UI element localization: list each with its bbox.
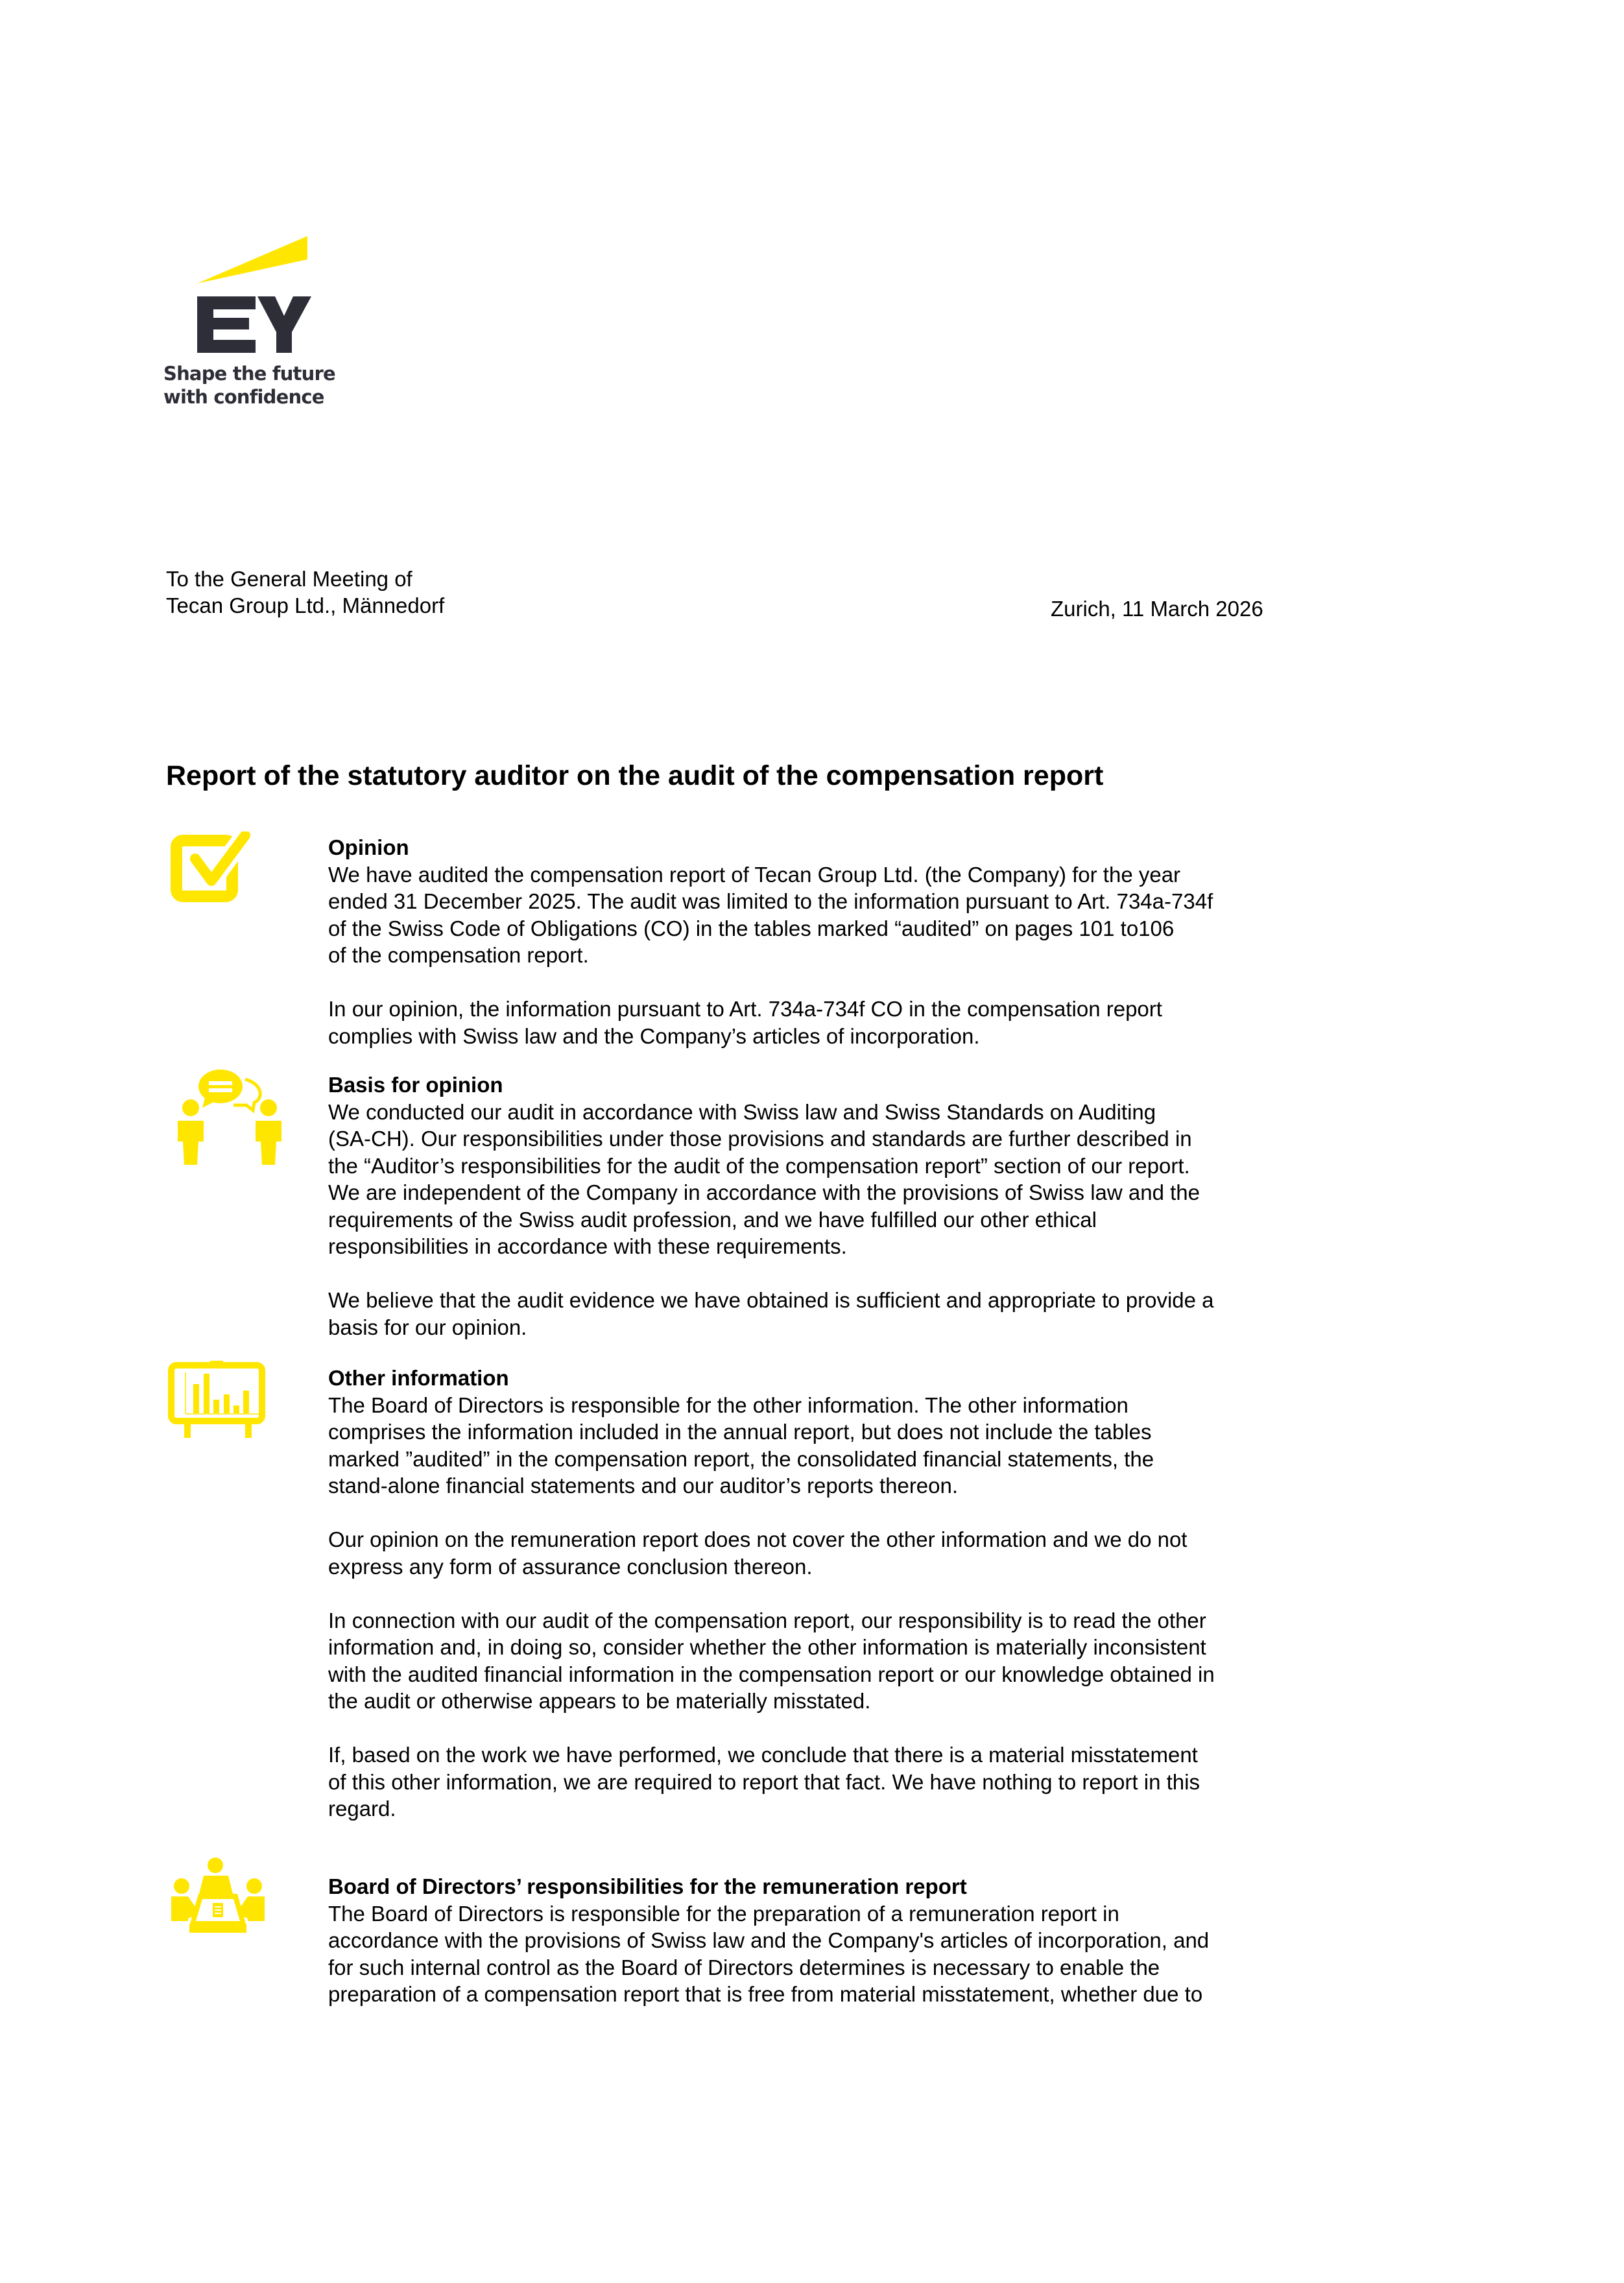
text-line: preparation of a compensation report that is free from material misstatement, whether due to: [328, 1982, 1203, 2006]
text-line: comprises the information included in the annual report, but does not include the tables: [328, 1420, 1152, 1444]
addressee-line: To the General Meeting of: [166, 567, 412, 591]
paragraph: [328, 1287, 1314, 1341]
section-heading: Other information: [328, 1366, 509, 1390]
text-line: of the Swiss Code of Obligations (CO) in the tables marked “audited” on pages 101 to106: [328, 916, 1175, 940]
paragraph: [328, 1607, 1314, 1715]
tagline-line: with confidence: [163, 386, 324, 408]
section-heading: Basis for opinion: [328, 1073, 503, 1097]
text-line: The Board of Directors is responsible for the other information. The other information: [328, 1393, 1128, 1417]
text-line: of this other information, we are required to report that fact. We have nothing to report in this: [328, 1769, 1200, 1794]
section-board-responsibilities: [328, 1873, 1314, 2008]
text-line: stand-alone financial statements and our auditor’s reports thereon.: [328, 1474, 959, 1498]
text-line: accordance with the provisions of Swiss law and the Company's articles of incorporation, and: [328, 1928, 1210, 1952]
checkbox-checked-icon: [166, 831, 250, 909]
text-line: In connection with our audit of the compensation report, our responsibility is to read the other: [328, 1608, 1206, 1632]
paragraph: [328, 1741, 1314, 1823]
text-line: We believe that the audit evidence we have obtained is sufficient and appropriate to provide a: [328, 1288, 1214, 1312]
paragraph: [328, 996, 1314, 1049]
text-line: for such internal control as the Board of Directors determines is necessary to enable the: [328, 1955, 1160, 1979]
paragraph: [328, 1526, 1314, 1580]
tagline-line: Shape the future: [163, 363, 335, 385]
text-line: If, based on the work we have performed, we conclude that there is a material misstatement: [328, 1743, 1198, 1767]
paragraph: [328, 1900, 1314, 2008]
text-line: express any form of assurance conclusion thereon.: [328, 1554, 813, 1579]
board-meeting-icon: [166, 1856, 270, 1941]
paragraph: [328, 1392, 1314, 1500]
text-line: of the compensation report.: [328, 943, 589, 967]
paragraph: [328, 861, 1314, 969]
text-line: the “Auditor’s responsibilities for the audit of the compensation report” section of our report.: [328, 1153, 1190, 1178]
text-line: We conducted our audit in accordance with Swiss law and Swiss Standards on Auditing: [328, 1099, 1156, 1124]
section-heading: Board of Directors’ responsibilities for the remuneration report: [328, 1874, 967, 1898]
text-line: marked ”audited” in the compensation report, the consolidated financial statements, the: [328, 1446, 1154, 1471]
report-date: Zurich, 11 March 2026: [1051, 597, 1263, 621]
text-line: We have audited the compensation report of Tecan Group Ltd. (the Company) for the year: [328, 862, 1181, 887]
paragraph: [328, 1099, 1314, 1260]
text-line: (SA-CH). Our responsibilities under those provisions and standards are further described in: [328, 1127, 1192, 1151]
text-line: basis for our opinion.: [328, 1315, 527, 1339]
addressee-block: [166, 566, 444, 619]
section-opinion: [328, 834, 1314, 1049]
text-line: The Board of Directors is responsible for the preparation of a remuneration report in: [328, 1901, 1119, 1926]
text-line: responsibilities in accordance with these requirements.: [328, 1234, 847, 1258]
section-heading: Opinion: [328, 835, 409, 859]
text-line: complies with Swiss law and the Company’s articles of incorporation.: [328, 1023, 980, 1048]
logo-tagline: [163, 362, 335, 409]
text-line: In our opinion, the information pursuant to Art. 734a-734f CO in the compensation report: [328, 997, 1162, 1021]
page-title: Report of the statutory auditor on the audit of the compensation report: [166, 760, 1104, 791]
presentation-chart-icon: [166, 1361, 270, 1445]
ey-logo-mark-icon: [162, 236, 337, 359]
text-line: ended 31 December 2025. The audit was limited to the information pursuant to Art. 734a-734f: [328, 889, 1213, 913]
text-line: with the audited financial information in the compensation report or our knowledge obtained in: [328, 1662, 1215, 1686]
text-line: We are independent of the Company in accordance with the provisions of Swiss law and the: [328, 1180, 1200, 1204]
text-line: requirements of the Swiss audit profession, and we have fulfilled our other ethical: [328, 1207, 1097, 1232]
text-line: the audit or otherwise appears to be materially misstated.: [328, 1689, 871, 1713]
text-line: Our opinion on the remuneration report does not cover the other information and we do not: [328, 1527, 1188, 1551]
text-line: regard.: [328, 1797, 396, 1821]
people-conversation-icon: [166, 1065, 283, 1169]
addressee-line: Tecan Group Ltd., Männedorf: [166, 593, 445, 617]
section-other-information: [328, 1365, 1314, 1823]
section-basis-for-opinion: [328, 1071, 1314, 1341]
text-line: information and, in doing so, consider whether the other information is materially inconsistent: [328, 1635, 1206, 1659]
